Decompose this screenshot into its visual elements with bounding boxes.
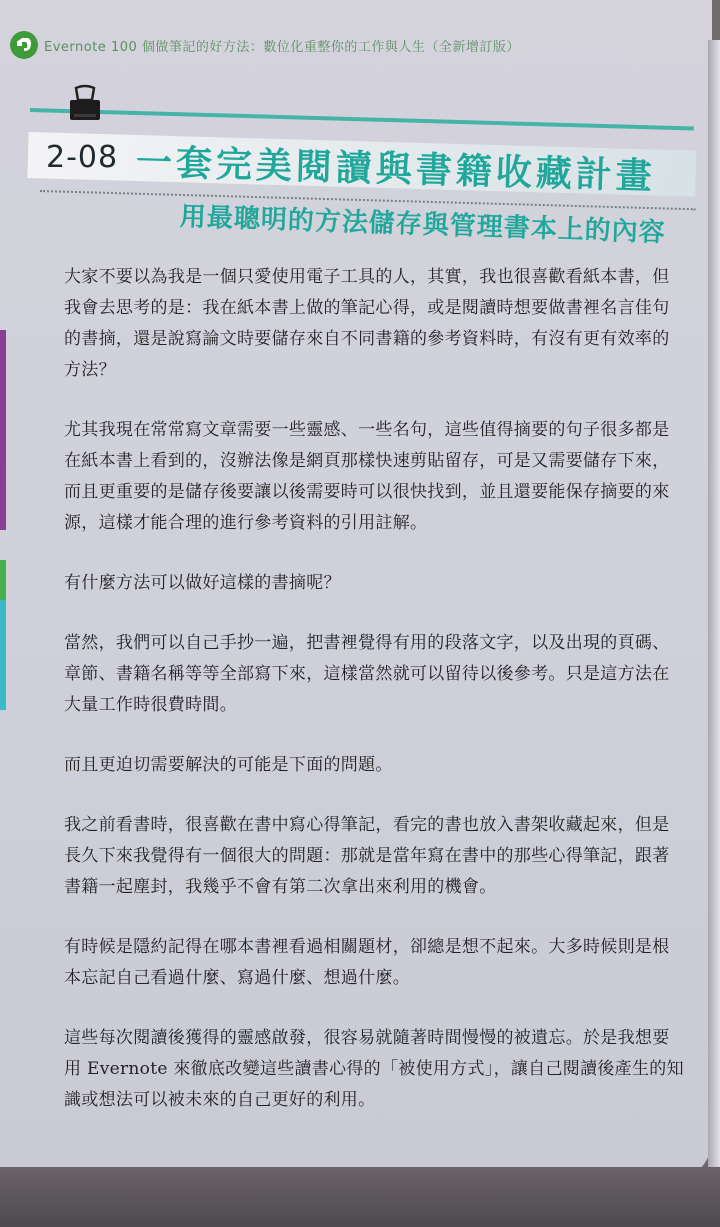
page-edge: [708, 40, 720, 1200]
side-tab-green: [0, 560, 6, 600]
evernote-elephant-icon: [10, 31, 38, 59]
paragraph: 大家不要以為我是一個只愛使用電子工具的人，其實，我也很喜歡看紙本書，但我會去思考的是：我在紙本書上做的筆記心得，或是閱讀時想要做書裡名言佳句的書摘，還是說寫論文時要儲存來自不同書籍的參考資料時，有沒有更有效率的方法？: [64, 267, 670, 380]
body-text: [64, 262, 686, 1145]
paragraph: 當然，我們可以自己手抄一遍，把書裡覺得有用的段落文字，以及出現的頁碼、章節、書籍名稱等等全部寫下來，這樣當然就可以留待以後參考。只是這方法在大量工作時很費時間。: [64, 633, 670, 715]
side-tab-teal: [0, 600, 6, 710]
paragraph: 這些每次閱讀後獲得的靈感啟發，很容易就隨著時間慢慢的被遺忘。於是我想要用 Evernote 來徹底改變這些讀書心得的「被使用方式」，讓自己閱讀後產生的知識或想法可以被未來的自己更好的利用。: [64, 1028, 684, 1110]
chapter-subtitle: 用最聰明的方法儲存與管理書本上的內容: [179, 202, 667, 249]
side-tab-purple: [0, 330, 6, 530]
running-title: Evernote 100 個做筆記的好方法：數位化重整你的工作與人生（全新增訂版）: [44, 39, 520, 55]
book-bottom-edge: [0, 1167, 720, 1227]
running-head: [10, 30, 520, 60]
chapter-number: 2-08: [46, 140, 119, 175]
paragraph: 有什麼方法可以做好這樣的書摘呢？: [64, 573, 341, 593]
paragraph: 尤其我現在常常寫文章需要一些靈感、一些名句，這些值得摘要的句子很多都是在紙本書上看到的，沒辦法像是網頁那樣快速剪貼留存，可是又需要儲存下來，而且更重要的是儲存後要讓以後需要時可以很快找到，並且還要能保存摘要的來源，這樣才能合理的進行參考資料的引用註解。: [64, 420, 670, 533]
chapter-title: 一套完美閱讀與書籍收藏計畫: [135, 142, 657, 198]
binder-clip-icon: [64, 84, 106, 126]
paragraph: 我之前看書時，很喜歡在書中寫心得筆記，看完的書也放入書架收藏起來，但是長久下來我覺得有一個很大的問題：那就是當年寫在書中的那些心得筆記，跟著書籍一起塵封，我幾乎不會有第二次拿出來利用的機會。: [64, 815, 670, 897]
paragraph: 有時候是隱約記得在哪本書裡看過相關題材，卻總是想不起來。大多時候則是根本忘記自己看過什麼、寫過什麼、想過什麼。: [64, 937, 670, 988]
paragraph: 而且更迫切需要解決的可能是下面的問題。: [64, 755, 393, 775]
title-band-line: [30, 108, 694, 131]
